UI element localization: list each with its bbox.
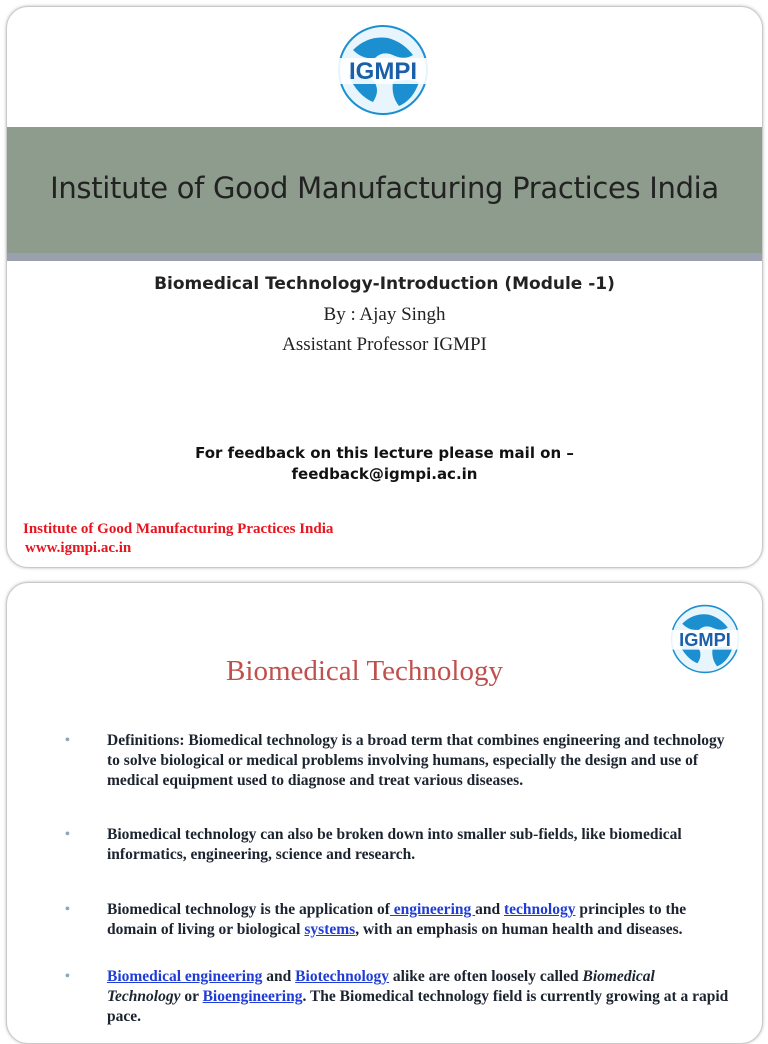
italic-run: Biomedical Technology	[107, 968, 655, 1005]
biotechnology-link[interactable]: Biotechnology	[295, 968, 390, 985]
title-banner	[7, 127, 762, 253]
bullet-dot-icon: •	[65, 902, 70, 917]
bullet-item	[65, 900, 731, 940]
text-run: , with an emphasis on human health and diseases.	[355, 921, 683, 938]
slide-title: Biomedical Technology	[226, 655, 503, 687]
bioengineering-link[interactable]: Bioengineering	[202, 988, 303, 1005]
text-run: principles to the domain of living or biological	[107, 901, 687, 938]
text-run: alike are often loosely called	[389, 968, 583, 985]
biomedical-engineering-link[interactable]: Biomedical engineering	[107, 968, 263, 985]
author-line: By : Ajay Singh	[323, 304, 446, 325]
bullet-item	[65, 967, 731, 1027]
text-run: and	[262, 968, 296, 985]
title-slide	[6, 6, 763, 568]
systems-link[interactable]: systems	[304, 921, 356, 938]
text-run: and	[475, 901, 504, 918]
logo-text: IGMPI	[679, 628, 731, 650]
banner-stripe	[7, 253, 762, 261]
logo-text: IGMPI	[348, 58, 418, 85]
bullet-item	[65, 731, 731, 791]
bullet-dot-icon: •	[65, 733, 70, 748]
bullet-text	[81, 967, 731, 1027]
bullet-item	[65, 825, 731, 865]
bullet-text	[81, 900, 731, 940]
text-run: or	[180, 988, 203, 1005]
banner-title: Institute of Good Manufacturing Practices India	[50, 171, 719, 205]
bullet-text: Definitions: Biomedical technology is a broad term that combines engineering and technology to solve biological or medical problems involving humans, especially the design and use of medical equipment used to diagnose and treat various diseases.	[107, 732, 725, 789]
engineering-link[interactable]: engineering	[389, 901, 476, 918]
feedback-email[interactable]: feedback@igmpi.ac.in	[291, 465, 478, 483]
text-run: Biomedical technology is the application of	[107, 901, 390, 918]
content-slide	[6, 582, 763, 1044]
module-subtitle: Biomedical Technology-Introduction (Module -1)	[154, 274, 615, 294]
bullet-dot-icon: •	[65, 969, 70, 984]
footer-org: Institute of Good Manufacturing Practices India	[23, 521, 334, 537]
technology-link[interactable]: technology	[504, 901, 576, 918]
feedback-prompt: For feedback on this lecture please mail on –	[195, 444, 574, 462]
text-run: . The Biomedical technology field is currently growing at a rapid pace.	[107, 988, 729, 1025]
igmpi-logo	[333, 20, 433, 120]
author-role: Assistant Professor IGMPI	[282, 334, 487, 355]
footer-url[interactable]: www.igmpi.ac.in	[25, 540, 132, 556]
bullet-text: Biomedical technology can also be broken down into smaller sub-fields, like biomedical informatics, engineering, science and research.	[107, 826, 682, 863]
bullet-dot-icon: •	[65, 827, 70, 842]
